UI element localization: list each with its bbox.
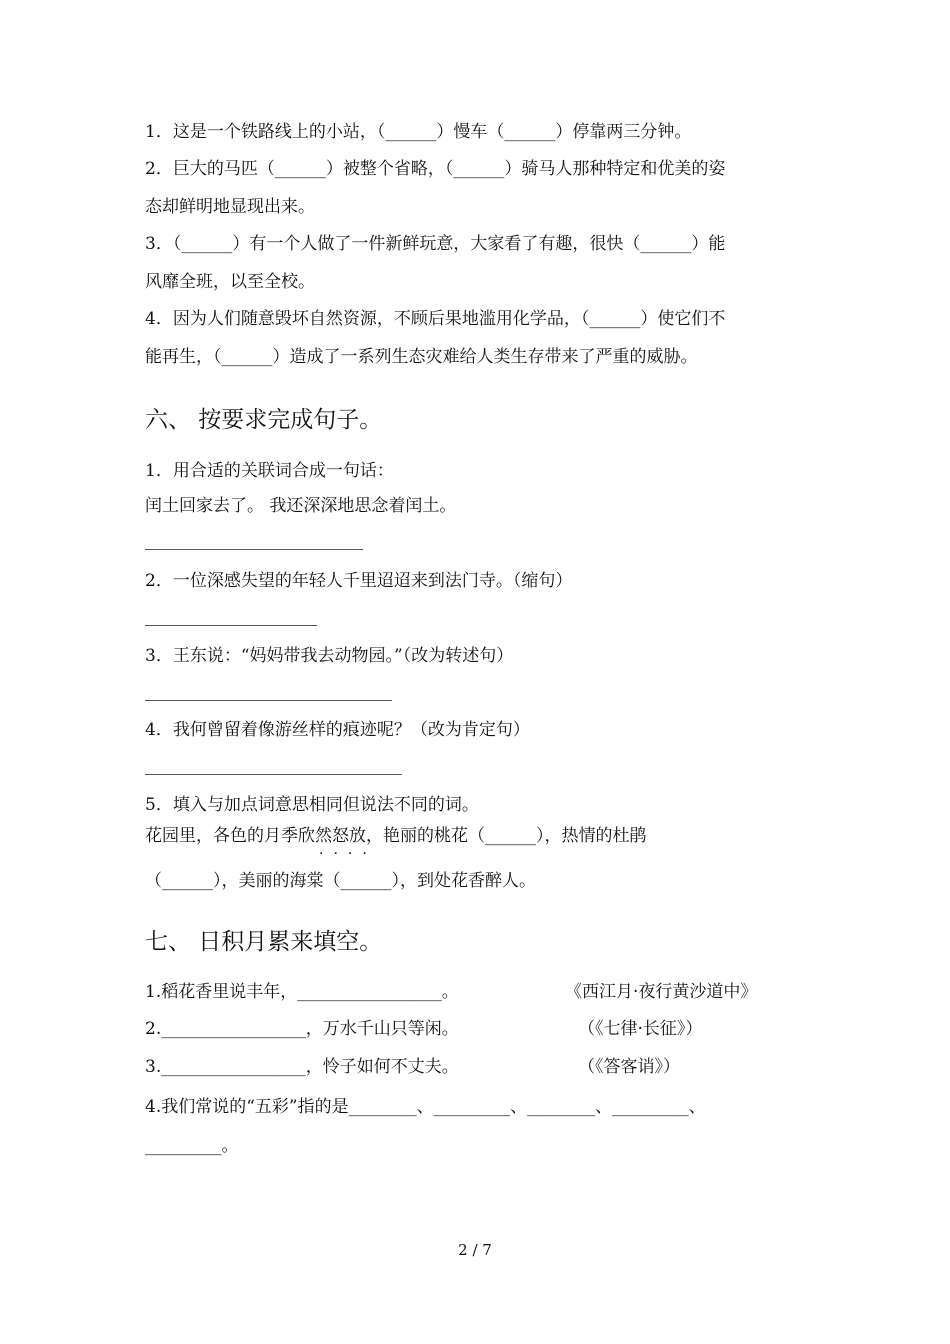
question-6-2: 2．一位深感失望的年轻人千里迢迢来到法门寺。（缩句）	[145, 571, 573, 591]
answer-line-6-3[interactable]	[145, 700, 392, 701]
question-6-5-sentence-line1: 花园里，各色的月季欣然怒放，艳丽的桃花（______），热情的杜鹃	[145, 826, 647, 846]
question-6-5-sentence-line2: （______），美丽的海棠（______），到处花香醉人。	[145, 871, 536, 891]
question-6-3: 3．王东说：“妈妈带我去动物园。”（改为转述句）	[145, 646, 514, 666]
emphasis-dots: ····	[319, 846, 377, 862]
question-7-2-source: （《七律·长征》）	[578, 1019, 703, 1039]
section-7-heading: 七、 日积月累来填空。	[145, 929, 383, 955]
question-7-2: 2._________________，万水千山只等闲。	[145, 1019, 459, 1039]
answer-line-6-1[interactable]	[145, 549, 363, 550]
page-number: 2 / 7	[458, 1241, 492, 1259]
question-5-3-line2: 风靡全班，以至全校。	[145, 272, 315, 292]
question-7-4-line1: 4.我们常说的“五彩”指的是________、_________、________、_________、	[145, 1097, 706, 1117]
question-6-5: 5．填入与加点词意思相同但说法不同的词。	[145, 795, 479, 815]
question-5-4-line1: 4．因为人们随意毁坏自然资源，不顾后果地滥用化学品，（______）使它们不	[145, 309, 726, 329]
answer-line-6-4[interactable]	[145, 774, 402, 775]
question-7-4-line2: _________。	[145, 1136, 239, 1156]
question-7-3: 3._________________，怜子如何不丈夫。	[145, 1057, 459, 1077]
section-6-heading: 六、 按要求完成句子。	[145, 407, 383, 433]
question-7-1: 1.稻花香里说丰年，_________________。	[145, 982, 459, 1002]
question-7-3-source: （《答客诮》）	[578, 1057, 680, 1077]
question-6-1: 1．用合适的关联词合成一句话：	[145, 461, 394, 481]
question-5-2-line2: 态却鲜明地显现出来。	[145, 197, 315, 217]
question-5-2-line1: 2．巨大的马匹（______）被整个省略，（______）骑马人那种特定和优美的姿	[145, 159, 726, 179]
question-5-3-line1: 3．（______）有一个人做了一件新鲜玩意，大家看了有趣，很快（______）能	[145, 234, 726, 254]
question-7-1-source: 《西江月·夜行黄沙道中》	[565, 982, 758, 1002]
answer-line-6-2[interactable]	[145, 625, 317, 626]
question-6-1-sentences: 闰土回家去了。 我还深深地思念着闰土。	[145, 496, 457, 516]
question-6-4: 4．我何曾留着像游丝样的痕迹呢？（改为肯定句）	[145, 720, 530, 740]
question-5-1: 1．这是一个铁路线上的小站，（______）慢车（______）停靠两三分钟。	[145, 122, 692, 142]
question-5-4-line2: 能再生，（______）造成了一系列生态灾难给人类生存带来了严重的威胁。	[145, 347, 698, 367]
